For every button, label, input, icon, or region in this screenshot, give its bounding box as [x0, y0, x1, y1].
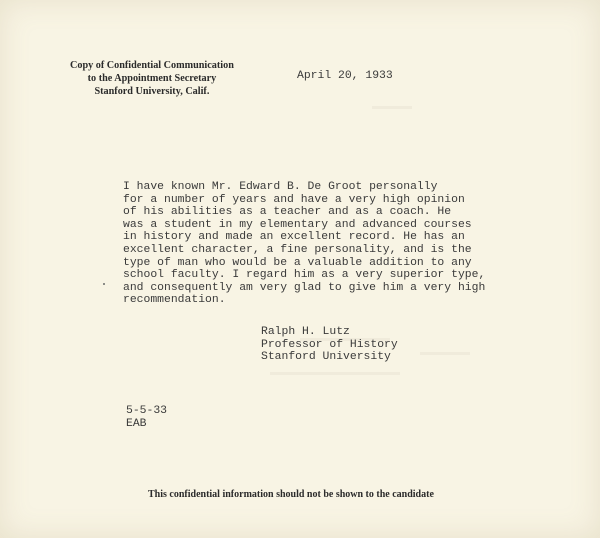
letterhead-line: Stanford University, Calif. [94, 86, 210, 97]
filing-initials: EAB [126, 417, 147, 430]
body-line: recommendation. [123, 294, 226, 307]
signature-line: Professor of History [261, 338, 398, 351]
body-line: was a student in my elementary and advanced courses [123, 218, 472, 231]
show-through-mark [420, 352, 470, 355]
body-line: I have known Mr. Edward B. De Groot personally [123, 181, 438, 193]
signature-line: Ralph H. Lutz [261, 326, 350, 338]
filing-notation [126, 405, 167, 430]
body-line: for a number of years and have a very high opinion [123, 193, 465, 206]
letter-body [123, 181, 485, 307]
signature-block [261, 326, 398, 364]
show-through-mark [270, 372, 400, 375]
body-line: type of man who would be a valuable addition to any [123, 256, 472, 269]
body-line: school faculty. I regard him as a very superior type, [123, 269, 486, 282]
paper-speck [103, 283, 105, 285]
letterhead-line: to the Appointment Secretary [87, 73, 217, 84]
body-line: and consequently am very glad to give him a very high [123, 281, 486, 294]
filing-date: 5-5-33 [126, 405, 168, 417]
letterhead-line: Copy of Confidential Communication [70, 60, 234, 71]
signature-line: Stanford University [261, 351, 391, 364]
body-line: in history and made an excellent record. He has an [123, 231, 465, 244]
letterhead [70, 59, 234, 98]
body-line: excellent character, a fine personality, and is the [123, 243, 472, 256]
confidentiality-footer: This confidential information should not be shown to the candidate [148, 489, 434, 500]
body-line: of his abilities as a teacher and as a coach. He [123, 206, 452, 219]
letter-date: April 20, 1933 [297, 70, 393, 82]
show-through-mark [372, 106, 412, 109]
